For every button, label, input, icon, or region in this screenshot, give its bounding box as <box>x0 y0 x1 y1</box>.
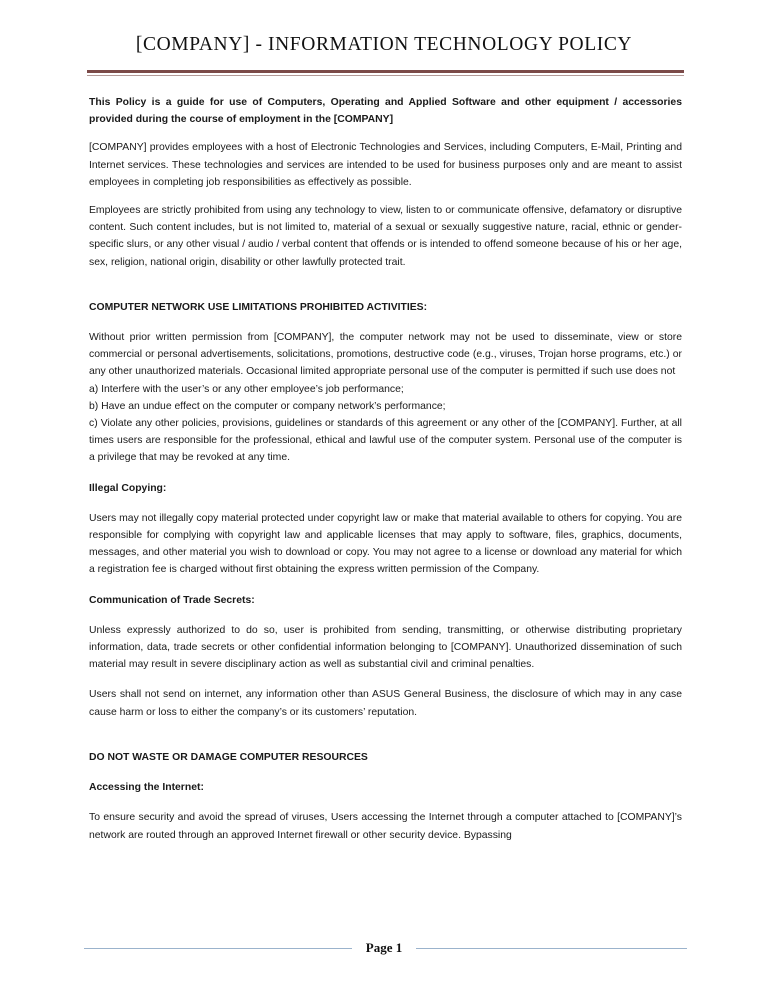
intro-paragraph-2: Employees are strictly prohibited from using any technology to view, listen to or communicate offensive, defamatory or disruptive content. Such content includes, but is not limited to, material of a sexual or sexually suggestive nature, racial, ethnic or gender-specific slurs, or any other visual / audio / verbal content that offends or is intended to offend someone because of his or her age, sex, religion, national origin, disability or other lawfully protected trait. <box>89 205 682 268</box>
network-heading: COMPUTER NETWORK USE LIMITATIONS PROHIBITED ACTIVITIES: <box>89 301 428 313</box>
intro-statement: This Policy is a guide for use of Computers, Operating and Applied Software and other equipment / accessories provided during the course of employment in the [COMPANY] <box>89 97 682 126</box>
header-rule <box>87 70 684 73</box>
illegal-copying-heading: Illegal Copying: <box>89 482 167 494</box>
footer-rule-right <box>416 948 687 949</box>
intro-paragraph-1: [COMPANY] provides employees with a host of Electronic Technologies and Services, including Computers, E-Mail, Printing and Internet services. These technologies and services are intended to be used for business purposes only and are meant to assist employees in completing job responsibilities as effectively as possible. <box>89 142 682 188</box>
page-title: [COMPANY] - INFORMATION TECHNOLOGY POLICY <box>135 34 633 55</box>
internet-subheading: Accessing the Internet: <box>89 782 204 794</box>
resources-heading: DO NOT WASTE OR DAMAGE COMPUTER RESOURCES <box>89 751 368 763</box>
trade-secrets-paragraph-1: Unless expressly authorized to do so, user is prohibited from sending, transmitting, or otherwise distributing proprietary information, data, trade secrets or other confidential information belonging to [COMPANY]. Unauthorized dissemination of such material may result in severe disciplinary action as well as substantial civil and criminal penalties. <box>89 624 682 671</box>
document-body <box>89 94 682 844</box>
internet-paragraph: To ensure security and avoid the spread of viruses, Users accessing the Internet through a computer attached to [COMPANY]’s network are routed through an approved Internet firewall or other security device. Bypassing <box>89 812 682 841</box>
network-item-b: b) Have an undue effect on the computer or company network’s performance; <box>89 400 446 412</box>
footer-rule-left <box>84 948 352 949</box>
network-paragraph: Without prior written permission from [COMPANY], the computer network may not be used to disseminate, view or store commercial or personal advertisements, solicitations, promotions, destructive code (e.g., viruses, Trojan horse programs, etc.) or any other unauthorized materials. Occasional limited appropriate personal use of the computer is permitted if such use does not <box>89 332 682 378</box>
trade-secrets-paragraph-2: Users shall not send on internet, any information other than ASUS General Business, the disclosure of which may in any case cause harm or loss to either the company’s or its customers’ reputation. <box>89 689 682 718</box>
page-number: Page 1 <box>365 940 403 955</box>
trade-secrets-heading: Communication of Trade Secrets: <box>89 594 255 606</box>
network-item-a: a) Interfere with the user’s or any other employee’s job performance; <box>89 383 404 395</box>
network-item-c: c) Violate any other policies, provisions, guidelines or standards of this agreement or any other of the [COMPANY]. Further, at all times users are responsible for the professional, ethical and lawful use of the computer system. Personal use of the computer is a privilege that may be revoked at any time. <box>89 418 682 464</box>
header-rule-thin <box>87 75 684 76</box>
illegal-copying-paragraph: Users may not illegally copy material protected under copyright law or make that material available to others for copying. You are responsible for complying with copyright law and applicable licenses that may apply to software, files, graphics, documents, messages, and other material you wish to download or copy. You may not agree to a license or download any material for which a registration fee is charged without first obtaining the express written permission of the Company. <box>89 512 682 576</box>
